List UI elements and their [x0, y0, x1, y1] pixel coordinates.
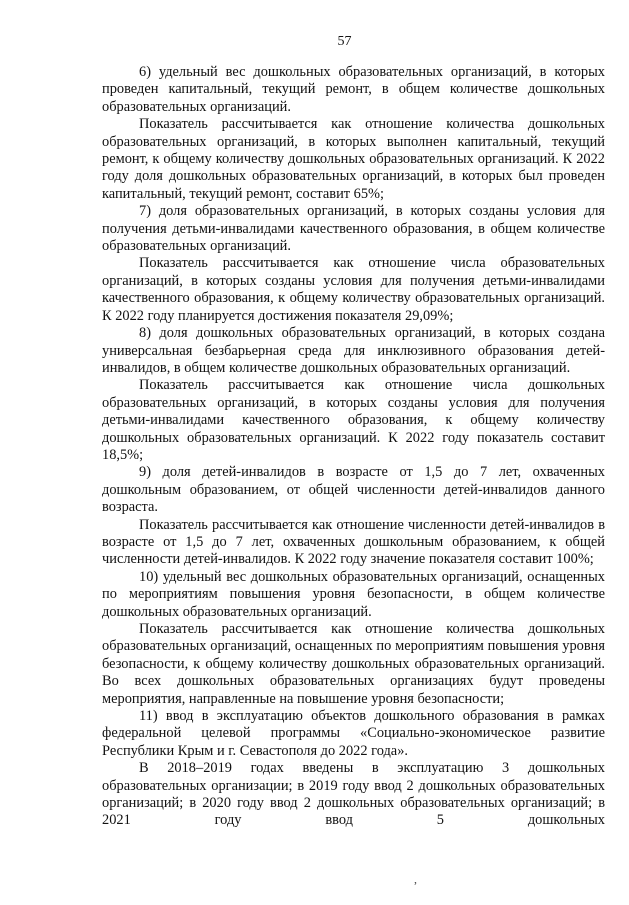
paragraph-item-8-explanation: Показатель рассчитывается как отношение числа дошкольных образовательных организаций, в которых созданы условия для получения детьми-инвалидами качественного образования, к общему количеству дошкольных образовательных организаций. К 2022 году показатель составит 18,5%;: [102, 377, 605, 463]
scan-mark: ,: [414, 872, 417, 886]
paragraph-item-11-explanation: В 2018–2019 годах введены в эксплуатацию 3 дошкольных образовательных организации; в 2019 году ввод 2 дошкольных образовательных организаций; в 2020 году ввод 2 дошкольных образовательных организаций; в 2021 году ввод 5 дошкольных: [102, 760, 605, 829]
paragraph-item-11: 11) ввод в эксплуатацию объектов дошкольного образования в рамках федеральной целевой программы «Социально-экономическое развитие Республики Крым и г. Севастополя до 2022 года».: [102, 708, 605, 759]
paragraph-item-6: 6) удельный вес дошкольных образовательных организаций, в которых проведен капитальный, текущий ремонт, в общем количестве дошкольных образовательных организаций.: [102, 64, 605, 115]
paragraph-item-9: 9) доля детей-инвалидов в возрасте от 1,5 до 7 лет, охваченных дошкольным образованием, от общей численности детей-инвалидов данного возраста.: [102, 464, 605, 516]
paragraph-item-6-explanation: Показатель рассчитывается как отношение количества дошкольных образовательных организаций, в которых выполнен капитальный, текущий ремонт, к общему количеству дошкольных образовательных организаций. К 2022 году доля дошкольных образовательных организаций, в которых был проведен капитальный, текущий ремонт, составит 65%;: [102, 116, 605, 202]
paragraph-item-10-explanation: Показатель рассчитывается как отношение количества дошкольных образовательных организаций, оснащенных по мероприятиям повышения уровня безопасности, к общему количеству дошкольных образовательных организаций. Во всех дошкольных образовательных организациях будут проведены мероприятия, направленные на повышение уровня безопасности;: [102, 621, 605, 707]
page-number: 57: [337, 34, 352, 49]
paragraph-item-8: 8) доля дошкольных образовательных организаций, в которых создана универсальная безбарьерная среда для инклюзивного образования детей-инвалидов, в общем количестве дошкольных образовательных организаций.: [102, 325, 605, 376]
paragraph-item-7-explanation: Показатель рассчитывается как отношение числа образовательных организаций, в которых созданы условия для получения детьми-инвалидами качественного образования, к общему количеству образовательных организаций. К 2022 году планируется достижения показателя 29,09%;: [102, 255, 605, 324]
paragraph-item-9-explanation: Показатель рассчитывается как отношение численности детей-инвалидов в возрасте от 1,5 до 7 лет, охваченных дошкольным образованием, к общей численности детей-инвалидов. К 2022 году значение показателя составит 100%;: [102, 516, 605, 568]
paragraph-item-10: 10) удельный вес дошкольных образовательных организаций, оснащенных по мероприятиям повышения уровня безопасности, в общем количестве дошкольных образовательных организаций.: [102, 568, 605, 620]
paragraph-item-7: 7) доля образовательных организаций, в которых созданы условия для получения детьми-инвалидами качественного образования, в общем количестве образовательных организаций.: [102, 203, 605, 255]
